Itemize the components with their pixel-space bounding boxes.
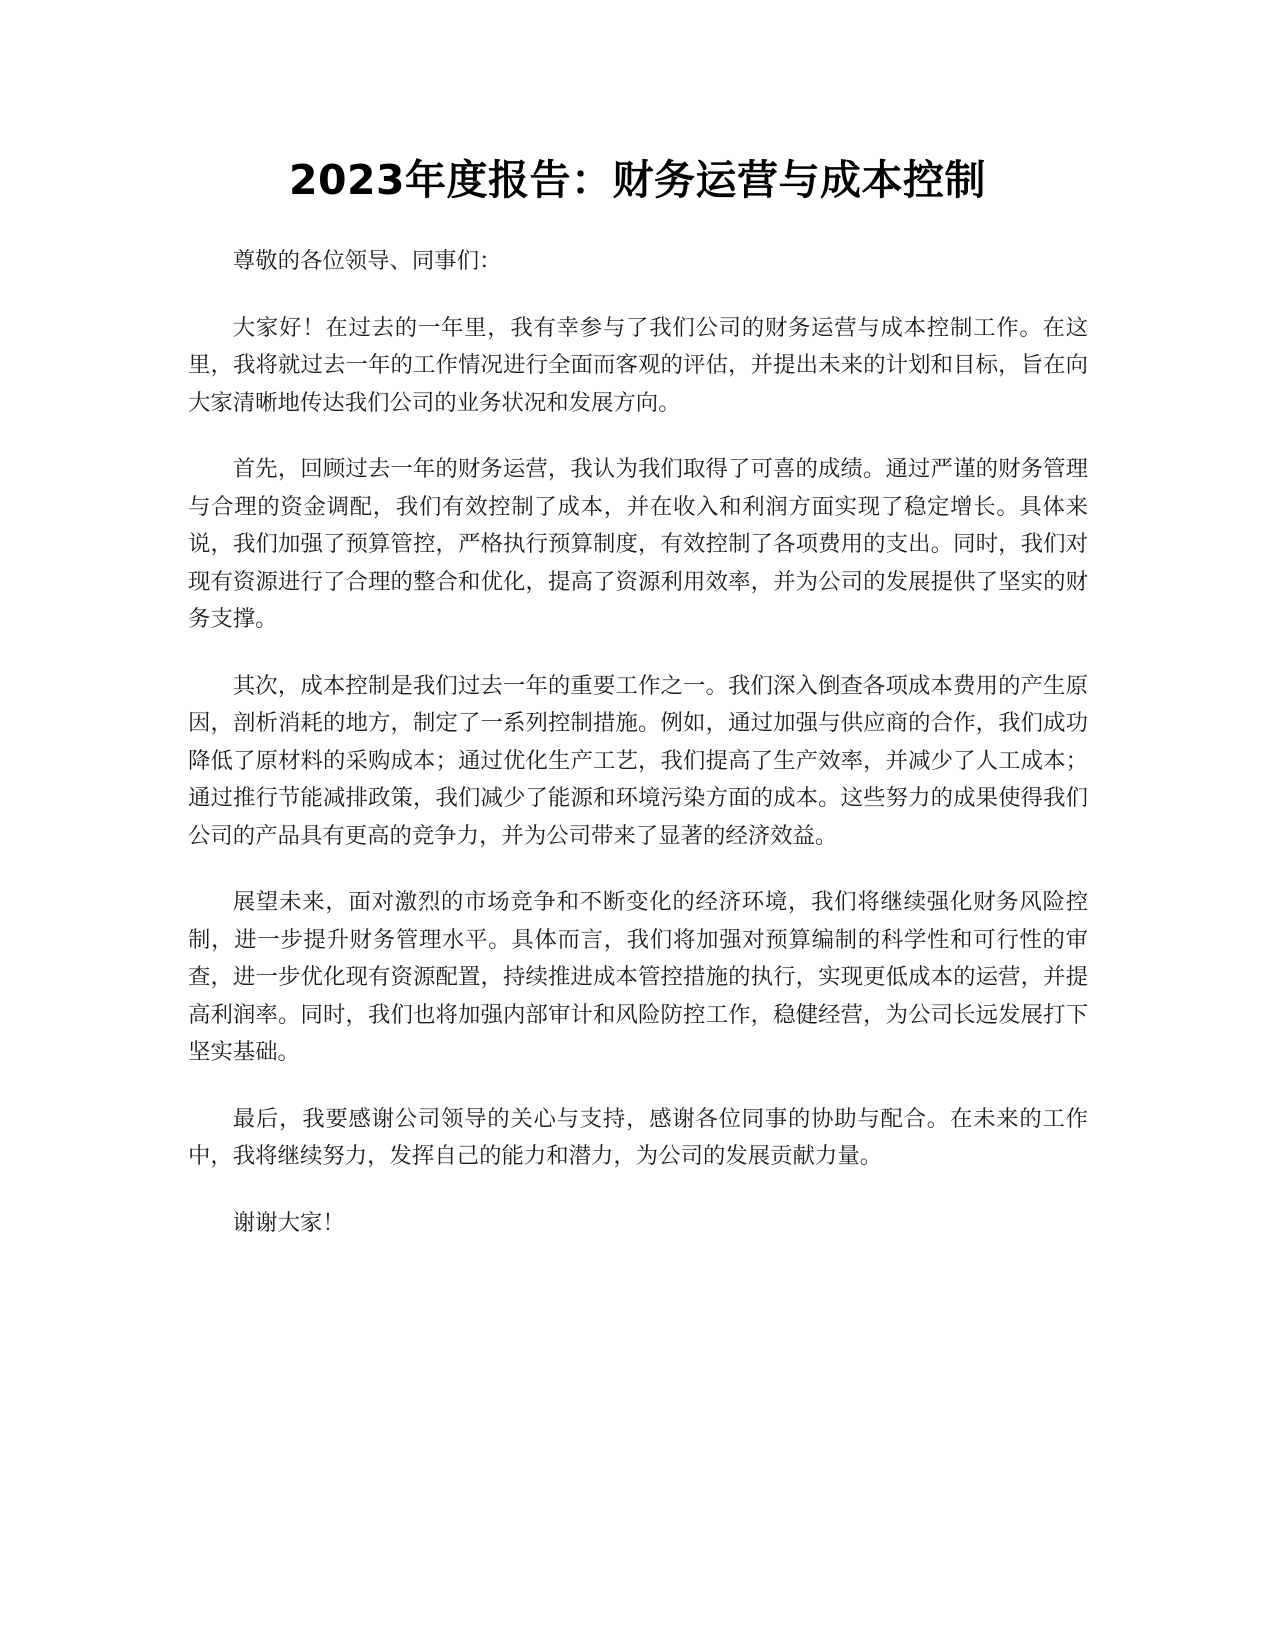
salutation: 尊敬的各位领导、同事们： <box>232 248 502 274</box>
paragraph-greeting: 大家好！在过去的一年里，我有幸参与了我们公司的财务运营与成本控制工作。在这里，我将就过去一年的工作情况进行全面而客观的评估，并提出未来的计划和目标，旨在向大家清晰地传达我们公司的业务状况和发展方向。 <box>188 314 1088 416</box>
paragraph-cost-control: 其次，成本控制是我们过去一年的重要工作之一。我们深入倒查各项成本费用的产生原因，剖析消耗的地方，制定了一系列控制措施。例如，通过加强与供应商的合作，我们成功降低了原材料的采购成本；通过优化生产工艺，我们提高了生产效率，并减少了人工成本；通过推行节能减排政策，我们减少了能源和环境污染方面的成本。这些努力的成果使得我们公司的产品具有更高的竞争力，并为公司带来了显著的经济效益。 <box>188 672 1088 849</box>
paragraph-outlook: 展望未来，面对激烈的市场竞争和不断变化的经济环境，我们将继续强化财务风险控制，进一步提升财务管理水平。具体而言，我们将加强对预算编制的科学性和可行性的审查，进一步优化现有资源配置，持续推进成本管控措施的执行，实现更低成本的运营，并提高利润率。同时，我们也将加强内部审计和风险防控工作，稳健经营，为公司长远发展打下坚实基础。 <box>188 889 1088 1065</box>
paragraph-thanks: 最后，我要感谢公司领导的关心与支持，感谢各位同事的协助与配合。在未来的工作中，我将继续努力，发挥自己的能力和潜力，为公司的发展贡献力量。 <box>188 1105 1088 1169</box>
closing: 谢谢大家！ <box>232 1209 345 1236</box>
paragraph-financial-review: 首先，回顾过去一年的财务运营，我认为我们取得了可喜的成绩。通过严谨的财务管理与合理的资金调配，我们有效控制了成本，并在收入和利润方面实现了稳定增长。具体来说，我们加强了预算管控，严格执行预算制度，有效控制了各项费用的支出。同时，我们对现有资源进行了合理的整合和优化，提高了资源利用效率，并为公司的发展提供了坚实的财务支撑。 <box>188 456 1088 632</box>
document-body <box>188 243 1088 1271</box>
document-title: 2023年度报告：财务运营与成本控制 <box>288 156 987 204</box>
